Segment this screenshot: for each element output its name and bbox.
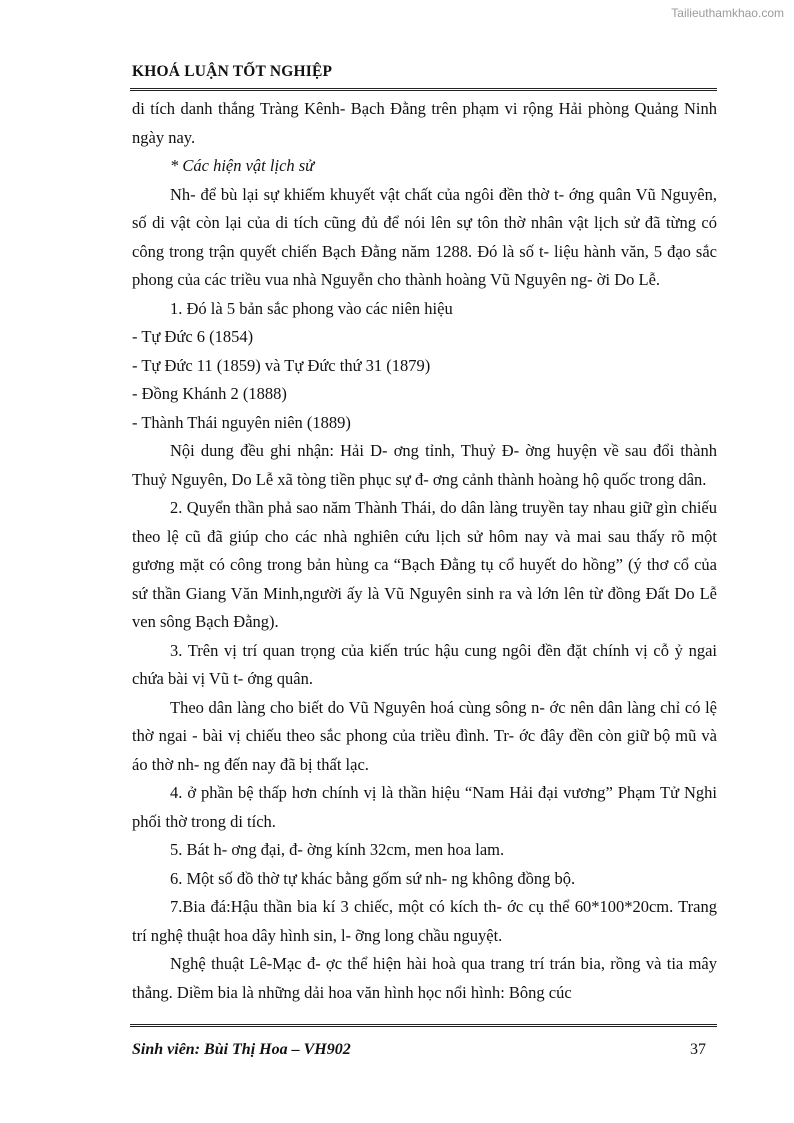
list-item: - Tự Đức 11 (1859) và Tự Đức thứ 31 (1879) [132,355,431,375]
paragraph: 2. Quyển thần phả sao năm Thành Thái, do dân làng truyền tay nhau giữ gìn chiếu theo lệ cũ đã giúp cho các nhà nghiên cứu lịch sử hôm nay và mai sau thấy rõ một gương mặt có công trong bản hùng ca “Bạch Đằng tụ cổ huyết do hồng” (ý thơ cổ của sứ thần Giang Văn Minh,người ấy là Vũ Nguyên sinh ra và lớn lên từ đồng Đất Do Lễ ven sông Bạch Đằng). [132,498,717,631]
document-body [132,95,717,1007]
paragraph: 7.Bia đá:Hậu thần bia kí 3 chiếc, một có kích th- ớc cụ thể 60*100*20cm. Trang trí nghệ thuật hoa dây hình sin, l- ỡng long chầu nguyệt. [132,897,717,945]
paragraph: Nội dung đều ghi nhận: Hải D- ơng tỉnh, Thuỷ Đ- ờng huyện về sau đổi thành Thuỷ Nguyên, Do Lễ xã tòng tiền phục sự đ- ơng cảnh thành hoàng hộ quốc trong dân. [132,441,717,489]
paragraph: 6. Một số đồ thờ tự khác bằng gốm sứ nh- ng không đồng bộ. [170,868,576,888]
page-header-title: KHOÁ LUẬN TỐT NGHIỆP [132,63,333,80]
paragraph: Nh- để bù lại sự khiếm khuyết vật chất của ngôi đền thờ t- ớng quân Vũ Nguyên, số di vật còn lại của di tích cũng đủ để nói lên sự tôn thờ nhân vật lịch sử đã từng có công trong trận quyết chiến Bạch Đằng năm 1288. Đó là số t- liệu hành văn, 5 đạo sắc phong của các triều vua nhà Nguyễn cho thành hoàng Vũ Nguyên ng- ời Do Lễ. [132,184,717,289]
page-number: 37 [690,1041,706,1058]
paragraph: 3. Trên vị trí quan trọng của kiến trúc hậu cung ngôi đền đặt chính vị cỗ ỷ ngai chứa bài vị Vũ t- ớng quân. [132,640,717,688]
section-heading: * Các hiện vật lịch sử [170,156,315,175]
list-intro: 1. Đó là 5 bản sắc phong vào các niên hiệu [170,298,453,318]
paragraph: Theo dân làng cho biết do Vũ Nguyên hoá cùng sông n- ớc nên dân làng chỉ có lệ thờ ngai - bài vị chiếu theo sắc phong của triều đình. Tr- ớc đây đền còn giữ bộ mũ và áo thờ nh- ng đến nay đã bị thất lạc. [132,697,717,774]
list-item: - Thành Thái nguyên niên (1889) [132,412,351,432]
paragraph: 5. Bát h- ơng đại, đ- ờng kính 32cm, men hoa lam. [170,840,505,859]
paragraph: Nghệ thuật Lê-Mạc đ- ợc thể hiện hài hoà qua trang trí trán bia, rồng và tia mây thẳng. Diềm bia là những dải hoa văn hình học nổi hình: Bông cúc [132,954,717,1002]
paragraph: di tích danh thắng Tràng Kênh- Bạch Đằng trên phạm vi rộng Hải phòng Quảng Ninh ngày nay. [132,99,717,147]
watermark: Tailieuthamkhao.com [671,6,784,20]
footer-divider [130,1024,717,1027]
header-divider [130,88,717,91]
list-item: - Đồng Khánh 2 (1888) [132,384,287,403]
list-item: - Tự Đức 6 (1854) [132,327,254,346]
footer-student: Sinh viên: Bùi Thị Hoa – VH902 [132,1041,351,1058]
paragraph: 4. ở phần bệ thấp hơn chính vị là thần hiệu “Nam Hải đại vương” Phạm Tử Nghi phối thờ trong di tích. [132,783,717,831]
